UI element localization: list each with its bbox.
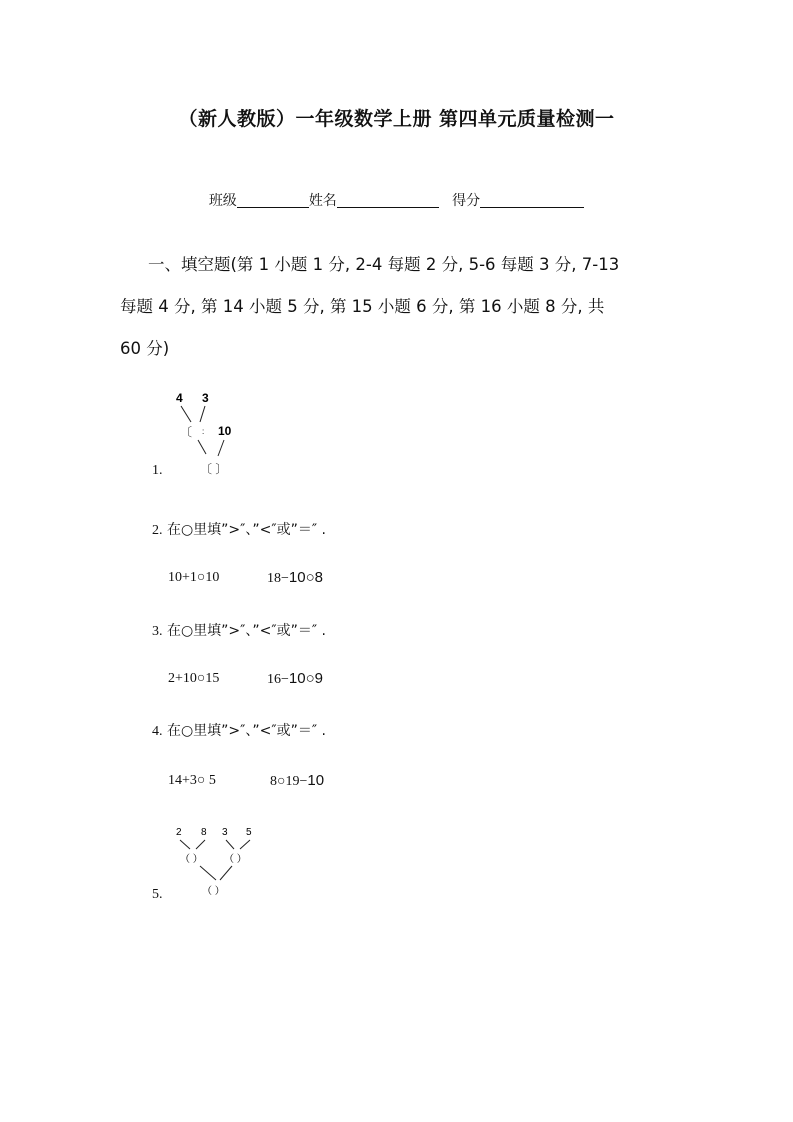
q3-expr-2-suffix: 10○9: [288, 670, 323, 687]
q1-number-tree-diagram: [170, 388, 250, 480]
q5-n3: 3: [222, 827, 228, 838]
q5-number-tree-diagram: [170, 822, 262, 902]
q4-prompt: 在○里填”>″、”<″或”＝″ .: [166, 723, 326, 739]
class-blank[interactable]: [237, 193, 309, 208]
q4-expr-1: 14+3○ 5: [168, 773, 216, 788]
q1-mid-value: 10: [218, 424, 232, 438]
q2-prompt: 在○里填”>″、”<″或”＝″ .: [166, 522, 326, 538]
q2-number: 2.: [152, 523, 163, 538]
q1-line: [200, 406, 205, 422]
q2-expr-2-suffix: 10○8: [288, 569, 323, 586]
q4-prompt-row: [152, 720, 326, 740]
q5-box-right: （ ）: [224, 854, 247, 865]
q2-expr-1: 10+1○10: [168, 570, 220, 585]
q5-line: [226, 840, 234, 849]
name-blank[interactable]: [337, 193, 439, 208]
page-title: （新人教版）一年级数学上册 第四单元质量检测一: [178, 108, 615, 130]
score-blank[interactable]: [480, 193, 584, 208]
q5-line: [180, 840, 190, 849]
section-line-3: 60 分): [120, 339, 170, 358]
score-label: 得分: [452, 193, 481, 209]
q5-box-left: （ ）: [180, 854, 203, 865]
section-heading: [120, 244, 680, 370]
q1-number: 1.: [152, 463, 163, 478]
q3-expr-2-prefix: 16−: [267, 672, 289, 687]
q5-n1: 2: [176, 827, 182, 838]
q1-top-right: 3: [202, 391, 209, 405]
q5-line: [200, 866, 216, 880]
q5-box-bottom: （ ）: [202, 886, 225, 897]
q2-expr-2-prefix: 18−: [267, 571, 289, 586]
q1-bottom-bracket: 〔 〕: [200, 462, 228, 476]
q1-top-left: 4: [176, 391, 183, 405]
q4-expr-2: [270, 772, 324, 790]
name-label: 姓名: [308, 193, 337, 209]
q2-prompt-row: [152, 519, 326, 539]
q4-expr-2-prefix: 8○19−: [270, 774, 308, 789]
q3-expr-2: [267, 670, 323, 688]
q3-expr-1: 2+10○15: [168, 671, 220, 686]
class-label: 班级: [208, 193, 237, 209]
q3-number: 3.: [152, 624, 163, 639]
q3-prompt: 在○里填”>″、”<″或”＝″ .: [166, 623, 326, 639]
section-line-1: 一、填空题(第 1 小题 1 分, 2-4 每题 2 分, 5-6 每题 3 分, 7-13: [148, 255, 620, 274]
q3-prompt-row: [152, 620, 326, 640]
q5-line: [240, 840, 250, 849]
q1-mid-dot: :: [202, 427, 205, 436]
q1-line: [198, 440, 206, 454]
q5-line: [220, 866, 232, 880]
q1-line: [218, 440, 224, 456]
q5-line: [196, 840, 205, 849]
q5-n4: 5: [246, 827, 252, 838]
q5-number: 5.: [152, 887, 163, 902]
q1-line: [181, 406, 191, 422]
q2-expr-2: [267, 569, 323, 587]
q1-mid-bracket: 〔: [180, 425, 193, 439]
q4-expr-2-suffix: 10: [307, 772, 325, 789]
q4-number: 4.: [152, 724, 163, 739]
section-line-2: 每题 4 分, 第 14 小题 5 分, 第 15 小题 6 分, 第 16 小题 8 分, 共: [120, 297, 605, 316]
q5-n2: 8: [201, 827, 207, 838]
student-info-line: [0, 190, 793, 210]
